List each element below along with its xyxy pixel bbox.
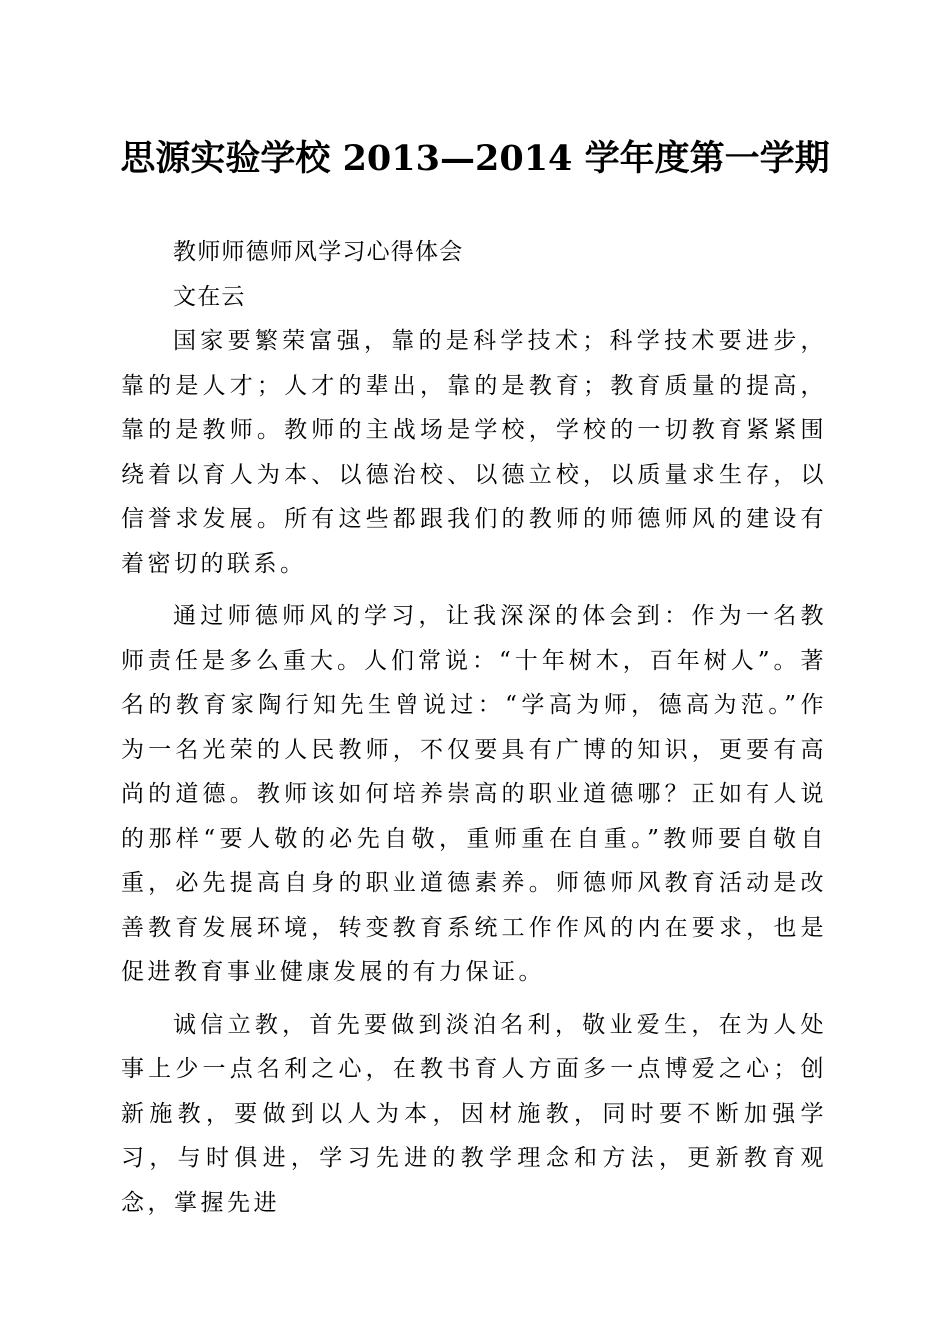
paragraph-3: 诚信立教，首先要做到淡泊名利，敬业爱生，在为人处事上少一点名利之心，在教书育人方面多一点博爱之心；创新施教，要做到以人为本，因材施教，同时要不断加强学习，与时俱进，学习先进的教学理念和方法，更新教育观念，掌握先进 xyxy=(121,1011,827,1216)
document-title: 思源实验学校 2013—2014 学年度第一学期 xyxy=(120,138,830,179)
document-subtitle: 教师师德师风学习心得体会 xyxy=(173,239,464,265)
document-body xyxy=(121,230,827,1233)
paragraph-2: 通过师德师风的学习，让我深深的体会到：作为一名教师责任是多么重大。人们常说：“十年树木，百年树人”。著名的教育家陶行知先生曾说过：“学高为师，德高为范。”作为一名光荣的人民教师，不仅要具有广博的知识，更要有高尚的道德。教师该如何培养崇高的职业道德哪？正如有人说的那样“要人敬的必先自敬，重师重在自重。”教师要自敬自重，必先提高自身的职业道德素养。师德师风教育活动是改善教育发展环境，转变教育系统工作作风的内在要求，也是促进教育事业健康发展的有力保证。 xyxy=(121,603,827,985)
document-author: 文在云 xyxy=(173,283,246,310)
paragraph-1: 国家要繁荣富强，靠的是科学技术；科学技术要进步，靠的是人才；人才的辈出，靠的是教育；教育质量的提高，靠的是教师。教师的主战场是学校，学校的一切教育紧紧围绕着以育人为本、以德治校、以德立校，以质量求生存，以信誉求发展。所有这些都跟我们的教师的师德师风的建设有着密切的联系。 xyxy=(121,328,827,577)
